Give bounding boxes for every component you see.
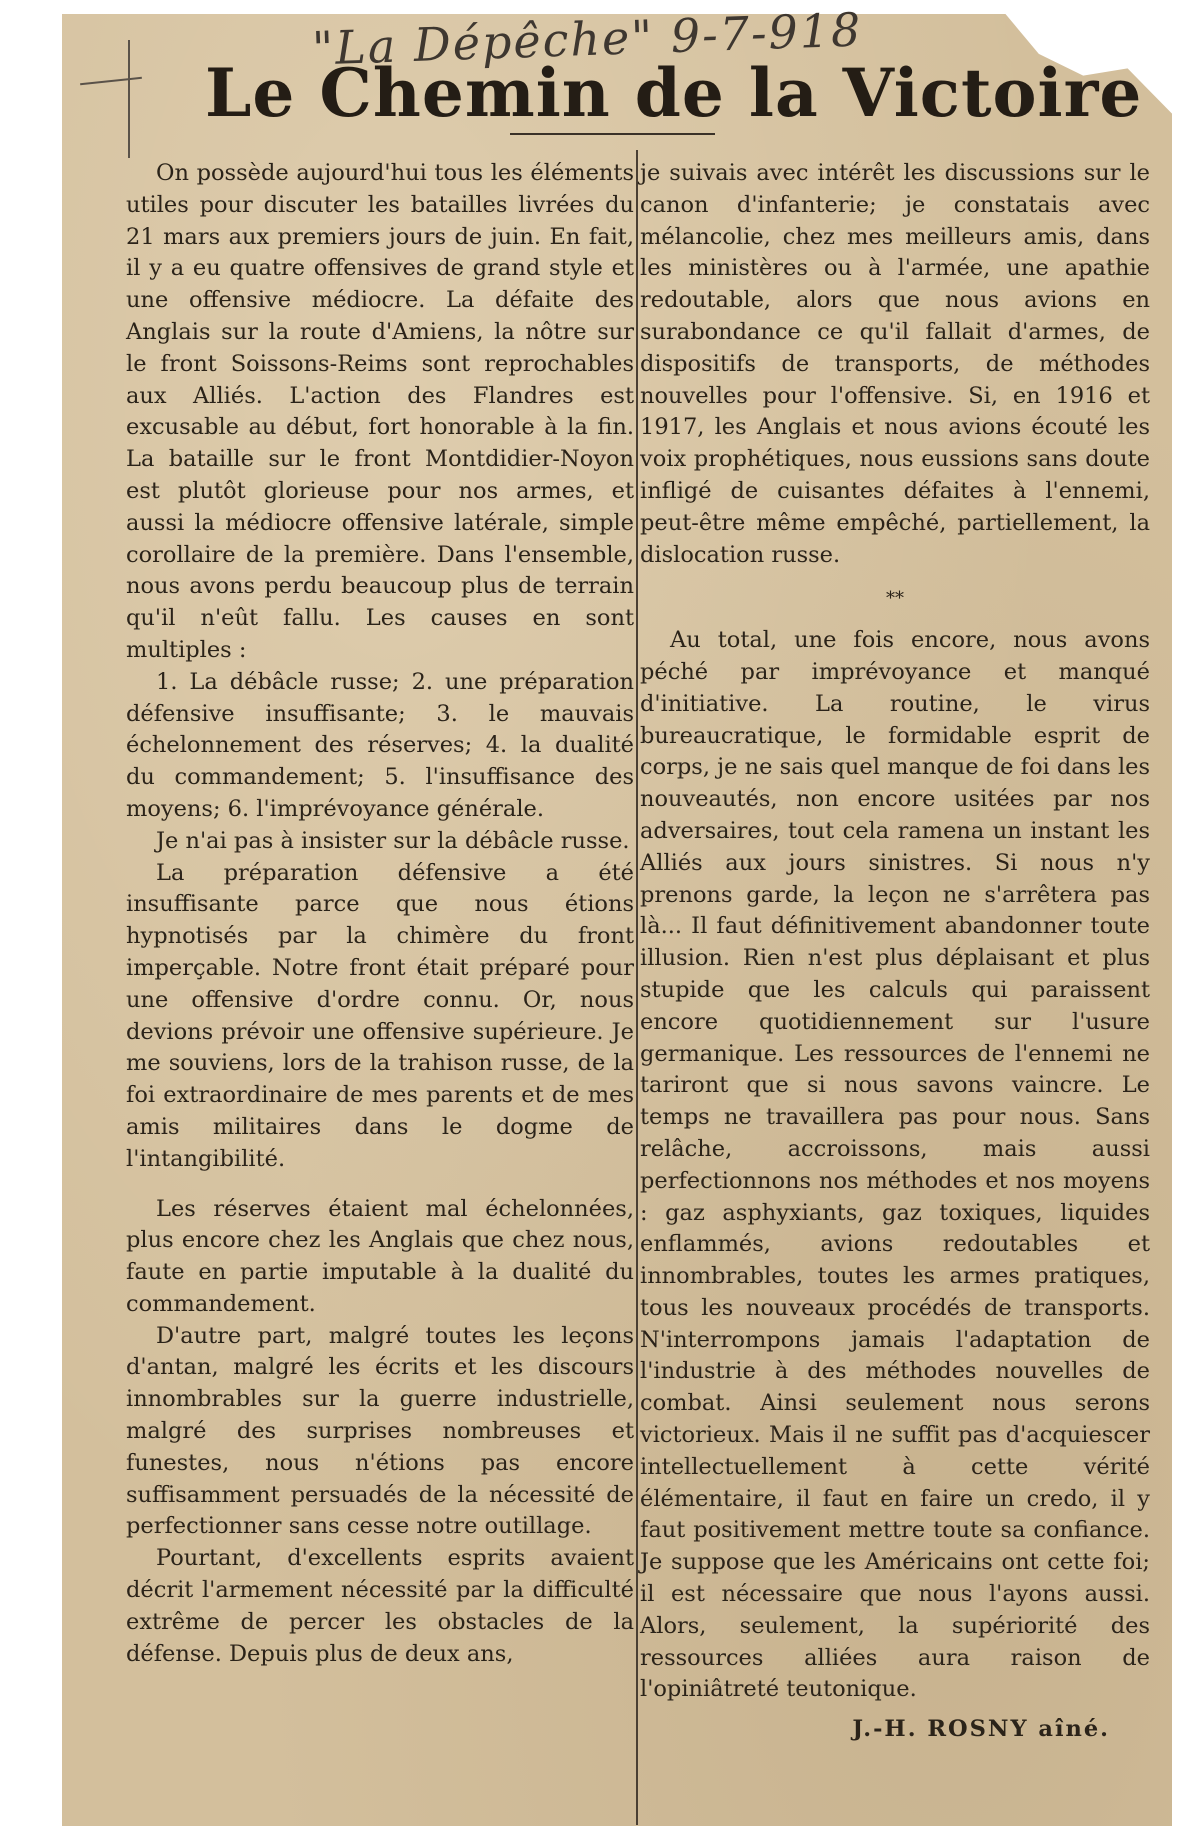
paragraph: je suivais avec intérêt les discussions sur le canon d'infanterie; je constatais avec mélancolie, chez mes meilleurs amis, dans les ministères ou à l'armée, une apathie redoutable, alors que nous avions en surabondance ce qu'il fallait d'armes, de dispositifs de transports, de méthodes nouvelles pour l'offensive. Si, en 1916 et 1917, les Anglais et nous avions écouté les voix prophétiques, nous eussions sans doute infligé de cuisantes défaites à l'ennemi, peut-être même empêché, partiellement, la dislocation russe. bbox=[640, 160, 1150, 568]
handwritten-note: "La Dépêche" 9-7-918 bbox=[311, 2, 864, 76]
paragraph: 1. La débâcle russe; 2. une préparation défensive insuffisante; 3. le mauvais échelonnement des réserves; 4. la dualité du commandement; 5. l'insuffisance des moyens; 6. l'imprévoyance générale. bbox=[126, 668, 634, 822]
paragraph: D'autre part, malgré toutes les leçons d'antan, malgré les écrits et les discours innombrables sur la guerre industrielle, malgré des surprises nombreuses et funestes, nous n'étions pas encore suffisamment persuadés de la nécessité de perfectionner sans cesse notre outillage. bbox=[126, 1322, 634, 1540]
right-column bbox=[640, 158, 1150, 1746]
left-column bbox=[126, 158, 634, 1670]
headline-rule bbox=[510, 133, 715, 135]
paragraph: La préparation défensive a été insuffisante parce que nous étions hypnotisés par la chimère du front imperçable. Notre front était préparé pour une offensive d'ordre connu. Or, nous devions prévoir une offensive supérieure. Je me souviens, lors de la trahison russe, de la foi extraordinaire de mes parents et de mes amis militaires dans le dogme de l'intangibilité. bbox=[126, 859, 634, 1172]
paragraph: Je n'ai pas à insister sur la débâcle russe. bbox=[156, 827, 630, 854]
paragraph: Au total, une fois encore, nous avons péché par imprévoyance et manqué d'initiative. La routine, le virus bureaucratique, le formidable esprit de corps, je ne sais quel manque de foi dans les nouveautés, non encore usitées par nos adversaires, tout cela ramena un instant les Alliés aux jours sinistres. Si nous n'y prenons garde, la leçon ne s'arrêtera pas là... Il faut définitivement abandonner toute illusion. Rien n'est plus déplaisant et plus stupide que les calculs qui paraissent encore quotidiennement sur l'usure germanique. Les ressources de l'ennemi ne tariront que si nous savons vaincre. Le temps ne travaillera pas pour nous. Sans relâche, accroissons, mais aussi perfectionnons nos méthodes et nos moyens : gaz asphyxiants, gaz toxiques, liquides enflammés, avions redoutables et innombrables, toutes les armes pratiques, tous les nouveaux procédés de transports. N'interrompons jamais l'adaptation de l'industrie à des méthodes nouvelles de combat. Ainsi seulement nous serons victorieux. Mais il ne suffit pas d'acquiescer intellectuellement à cette vérité élémentaire, il faut en faire un credo, il y faut positivement mettre toute sa confiance. Je suppose que les Américains ont cette foi; il est nécessaire que nous l'ayons aussi. Alors, seulement, la supériorité des ressources alliées aura raison de l'opiniâtreté teutonique. bbox=[640, 627, 1150, 1703]
paragraph: Les réserves étaient mal échelonnées, plus encore chez les Anglais que chez nous, faute en partie imputable à la dualité du commandement. bbox=[126, 1195, 634, 1317]
paragraph: Pourtant, d'excellents esprits avaient décrit l'armement nécessité par la difficulté extrême de percer les obstacles de la défense. Depuis plus de deux ans, bbox=[126, 1545, 634, 1667]
headline: Le Chemin de la Victoire bbox=[205, 54, 1143, 132]
author-signature: J.-H. ROSNY aîné. bbox=[852, 1716, 1110, 1743]
column-rule bbox=[636, 150, 638, 1825]
paragraph: On possède aujourd'hui tous les éléments utiles pour discuter les batailles livrées du 21 mars aux premiers jours de juin. En fait, il y a eu quatre offensives de grand style et une offensive médiocre. La défaite des Anglais sur la route d'Amiens, la nôtre sur le front Soissons-Reims sont reprochables aux Alliés. L'action des Flandres est excusable au début, fort honorable à la fin. La bataille sur le front Montdidier-Noyon est plutôt glorieuse pour nos armes, et aussi la médiocre offensive latérale, simple corollaire de la première. Dans l'ensemble, nous avons perdu beaucoup plus de terrain qu'il n'eût fallu. Les causes en sont multiples : bbox=[126, 160, 634, 663]
section-separator: ** bbox=[886, 588, 904, 610]
pencil-mark bbox=[128, 40, 130, 158]
